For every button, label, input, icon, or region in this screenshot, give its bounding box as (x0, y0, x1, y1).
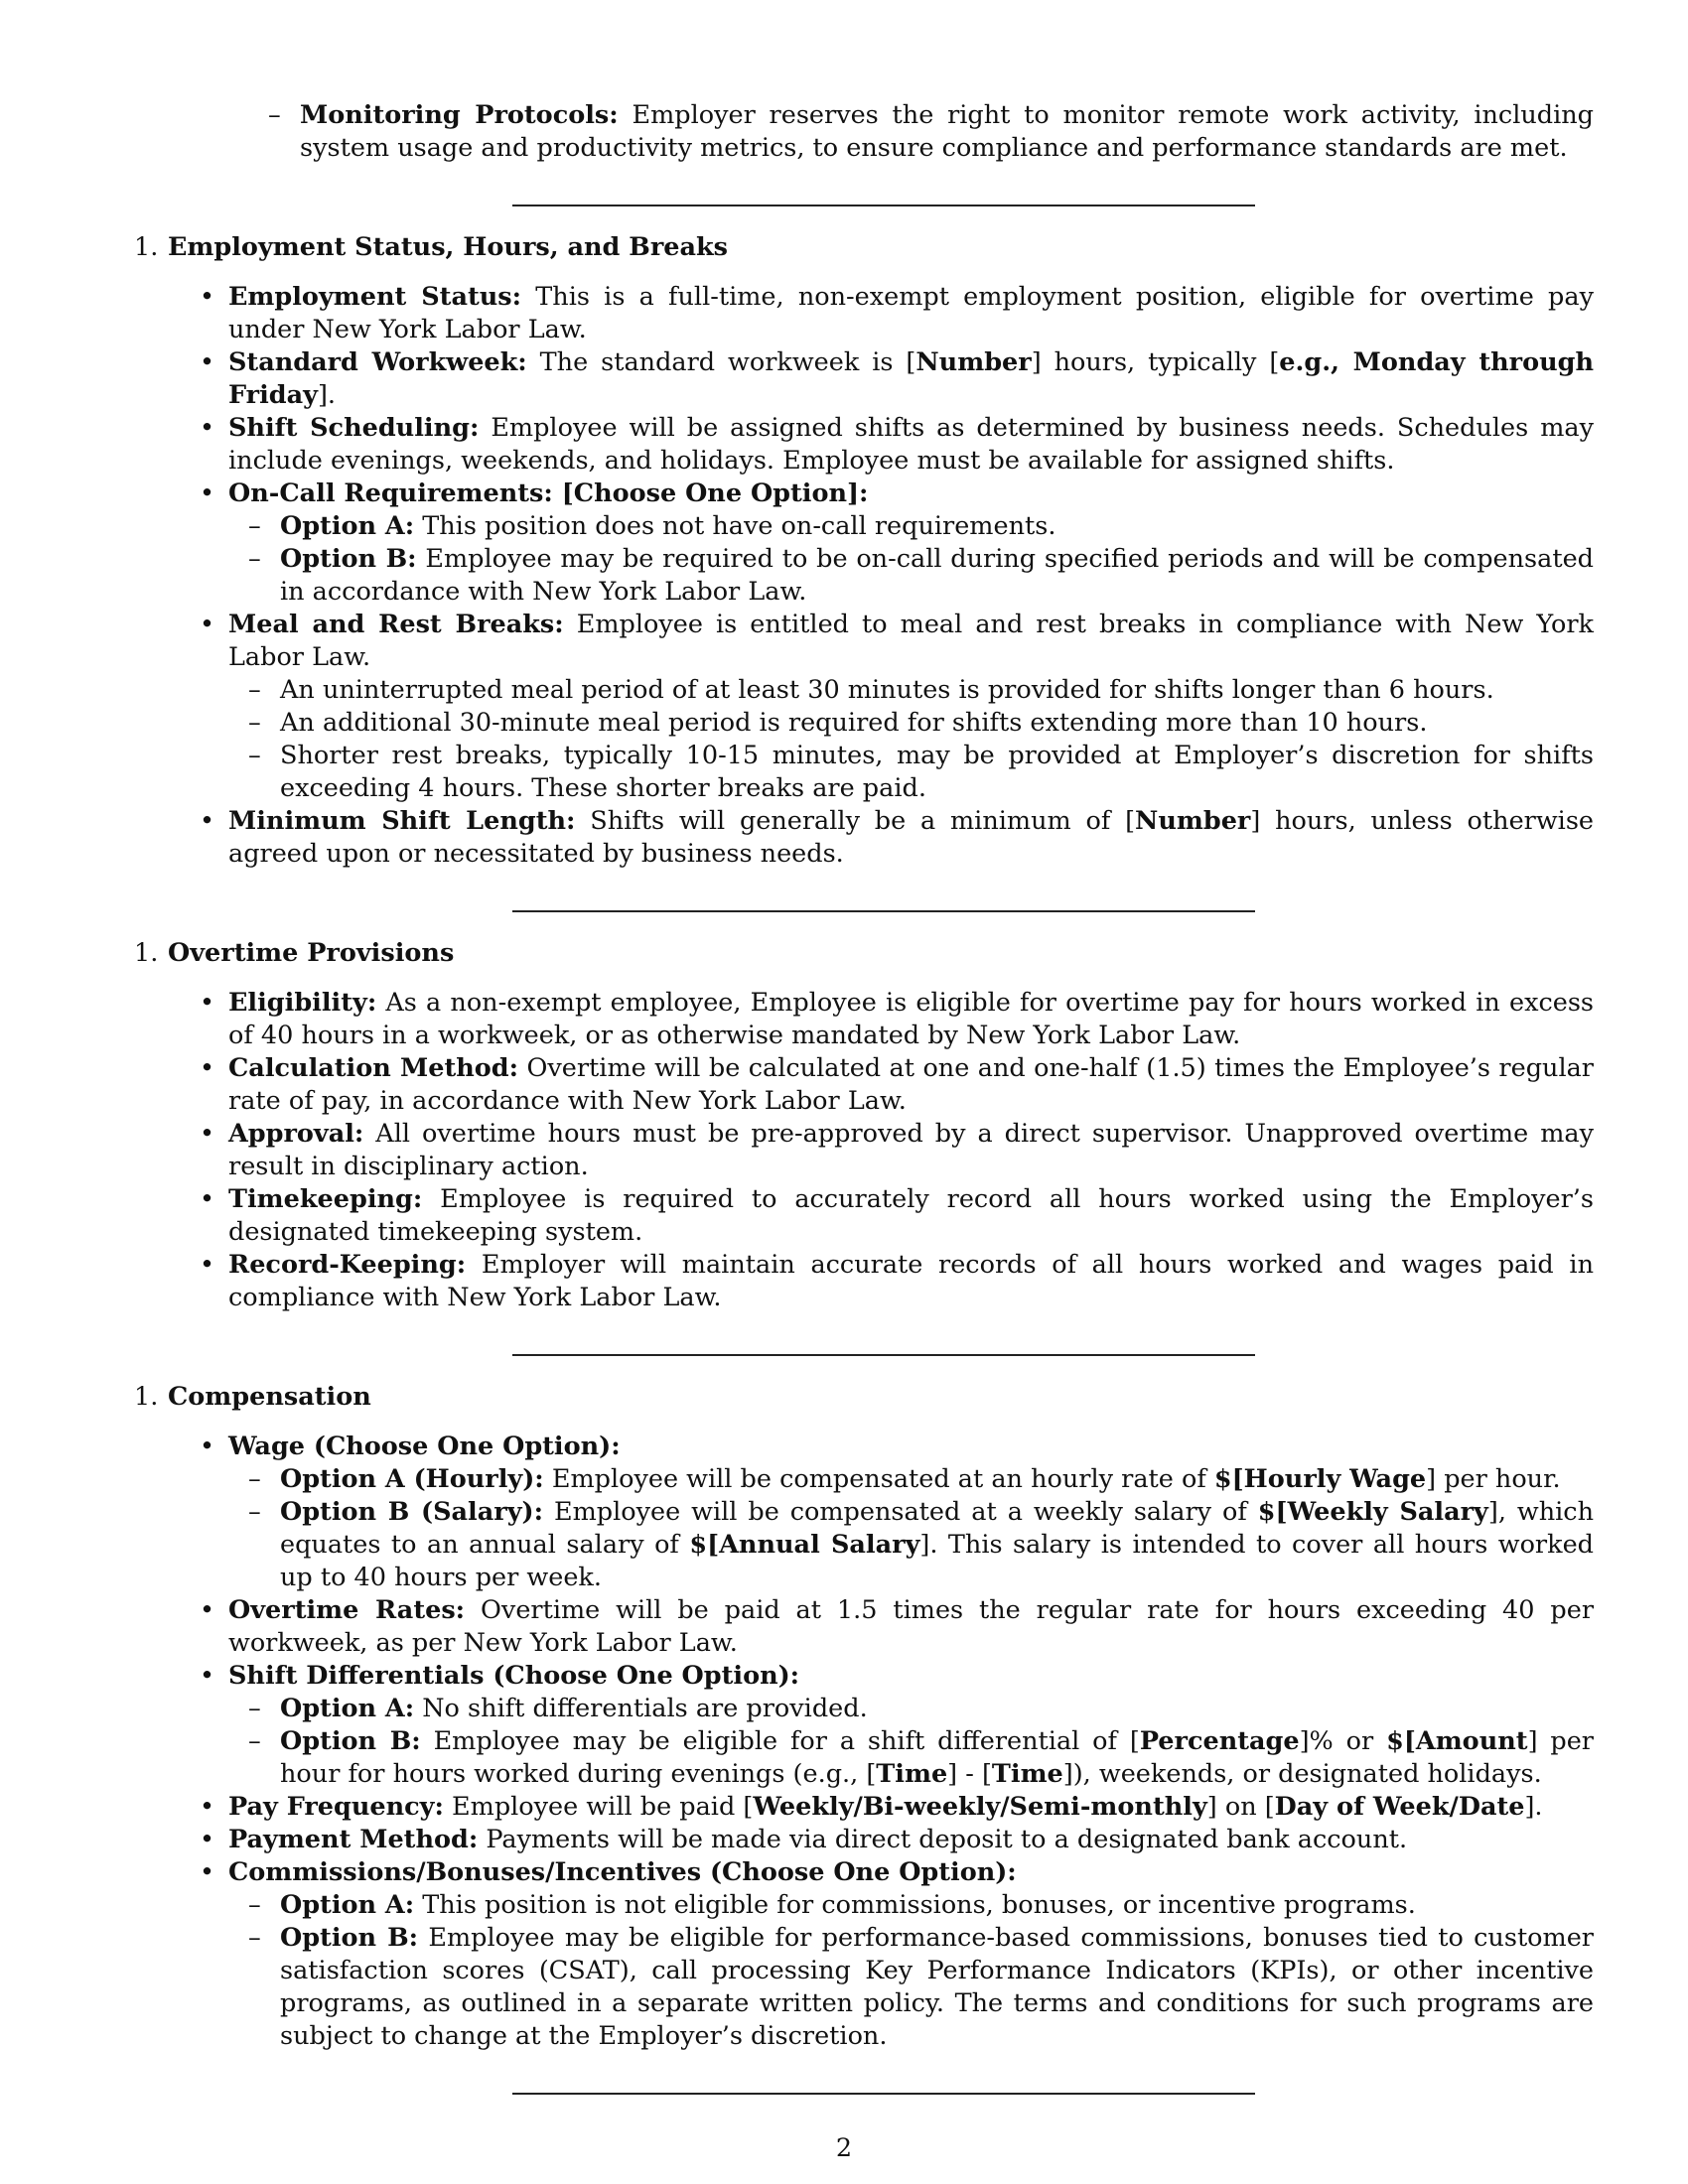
sub-item: – An uninterrupted meal period of at least 30 minutes is provided for shifts longer than 6 hours. (228, 674, 1594, 707)
monitoring-protocols-item (249, 99, 1594, 165)
item-text: ] hours, typically [ (1031, 347, 1280, 377)
item-text: Employee may be eligible for performance-based commissions, bonuses tied to customer satisfaction scores (CSAT), call processing Key Performance Indicators (KPIs), or other incentive programs, as outlined in a separate written policy. The terms and conditions for such programs are subject to change at the Employer’s discretion. (280, 1923, 1594, 2051)
compensation-list (134, 1431, 1594, 2053)
section-title: Employment Status, Hours, and Breaks (168, 232, 729, 262)
section-heading (134, 231, 1594, 264)
sub-item (228, 1889, 1594, 1922)
placeholder-field: $[Annual Salary (689, 1530, 920, 1560)
item-text: Employee is entitled to meal and rest breaks in compliance with New York Labor Law. (228, 610, 1594, 672)
section-number: 1. (134, 1382, 159, 1412)
item-label: Meal and Rest Breaks: (228, 610, 564, 639)
item-text: This position does not have on-call requirements. (414, 511, 1056, 541)
overtime-list (134, 987, 1594, 1314)
list-item (134, 1660, 1594, 1791)
list-item (134, 1824, 1594, 1856)
sub-list (228, 1693, 1594, 1791)
list-item (134, 281, 1594, 346)
sub-item: – Shorter rest breaks, typically 10-15 minutes, may be provided at Employer’s discretion for shifts exceeding 4 hours. These shorter breaks are paid. (228, 740, 1594, 805)
item-label: Employment Status: (228, 282, 522, 312)
item-label: Standard Workweek: (228, 347, 527, 377)
item-text: ]), weekends, or designated holidays. (1062, 1759, 1542, 1789)
item-text: Employee will be compensated at a weekly salary of (543, 1497, 1258, 1527)
option-label: Option B (Salary): (280, 1497, 544, 1527)
item-text: ]. (317, 380, 337, 410)
item-text: Employee will be assigned shifts as determined by business needs. Schedules may include evenings, weekends, and holidays. Employee must be available for assigned shifts. (228, 413, 1594, 476)
sub-item (228, 1693, 1594, 1725)
section-title: Overtime Provisions (168, 938, 455, 968)
item-text: ] per hour for hours worked during evenings (e.g., [ (280, 1726, 1594, 1789)
placeholder-field: $[Amount (1386, 1726, 1528, 1756)
item-text: All overtime hours must be pre-approved by a direct supervisor. Unapproved overtime may result in disciplinary action. (228, 1119, 1594, 1181)
placeholder-field: Time (876, 1759, 948, 1789)
item-label: Record-Keeping: (228, 1250, 467, 1280)
sub-item: – An additional 30-minute meal period is required for shifts extending more than 10 hours. (228, 707, 1594, 740)
placeholder-field: $[Hourly Wage (1213, 1464, 1427, 1494)
item-text: Employer will maintain accurate records of all hours worked and wages paid in compliance with New York Labor Law. (228, 1250, 1594, 1312)
monitoring-protocols-text: Employer reserves the right to monitor remote work activity, including system usage and productivity metrics, to ensure compliance and performance standards are met. (300, 100, 1594, 163)
sub-item (228, 1922, 1594, 2053)
item-text: Employee will be paid [ (443, 1792, 754, 1822)
page-content (134, 99, 1594, 2095)
item-text: The standard workweek is [ (526, 347, 916, 377)
item-label: Approval: (228, 1119, 364, 1149)
page-number: 2 (835, 2133, 853, 2163)
item-label: Overtime Rates: (228, 1595, 466, 1625)
sub-item (228, 543, 1594, 609)
list-item (134, 1594, 1594, 1660)
item-text: Employee is required to accurately record all hours worked using the Employer’s designated timekeeping system. (228, 1184, 1594, 1247)
option-label: Option A: (280, 511, 415, 541)
sub-item (228, 1463, 1594, 1496)
monitoring-protocols-label: Monitoring Protocols: (300, 100, 619, 130)
section-heading (134, 1381, 1594, 1414)
list-item (134, 1249, 1594, 1314)
sub-item (228, 1496, 1594, 1594)
item-text: Payments will be made via direct deposit to a designated bank account. (478, 1825, 1408, 1854)
item-label: Minimum Shift Length: (228, 806, 576, 836)
list-item (134, 1791, 1594, 1824)
list-item (134, 1052, 1594, 1118)
item-label: On-Call Requirements: [Choose One Option]: (228, 478, 869, 508)
item-text: Shifts will generally be a minimum of [ (575, 806, 1136, 836)
item-label: Payment Method: (228, 1825, 479, 1854)
item-label: Calculation Method: (228, 1053, 519, 1083)
divider (512, 205, 1255, 206)
item-text: ]. This salary is intended to cover all hours worked up to 40 hours per week. (280, 1530, 1594, 1592)
list-item (134, 412, 1594, 478)
item-label: Eligibility: (228, 988, 377, 1018)
item-text: ], which equates to an annual salary of (280, 1497, 1595, 1560)
sub-list (228, 674, 1594, 805)
option-label: Option B: (280, 544, 417, 574)
option-label: Option A: (280, 1694, 415, 1723)
item-text: This position is not eligible for commissions, bonuses, or incentive programs. (414, 1890, 1416, 1920)
item-text: Employee may be required to be on-call during specified periods and will be compensated in accordance with New York Labor Law. (280, 544, 1594, 607)
placeholder-field: e.g., Monday through Friday (228, 347, 1594, 410)
divider (512, 910, 1255, 912)
list-item (134, 987, 1594, 1052)
item-label: Shift Scheduling: (228, 413, 480, 443)
item-text: ] - [ (947, 1759, 992, 1789)
section-compensation (134, 1381, 1594, 2053)
section-employment (134, 231, 1594, 871)
item-label: Wage (Choose One Option): (228, 1432, 621, 1461)
list-item (134, 1431, 1594, 1594)
list-item (134, 805, 1594, 871)
item-text: Employee may be eligible for a shift differential of [ (420, 1726, 1140, 1756)
section-number: 1. (134, 938, 159, 968)
item-text: ]% or (1299, 1726, 1387, 1756)
placeholder-field: Time (991, 1759, 1063, 1789)
item-label: Pay Frequency: (228, 1792, 444, 1822)
list-item (134, 609, 1594, 805)
option-label: Option B: (280, 1923, 419, 1953)
sub-list (228, 1889, 1594, 2053)
section-number: 1. (134, 232, 159, 262)
sub-item (228, 1725, 1594, 1791)
divider (512, 1354, 1255, 1356)
item-label: Timekeeping: (228, 1184, 423, 1214)
item-text: Overtime will be calculated at one and one-half (1.5) times the Employee’s regular rate of pay, in accordance with New York Labor Law. (228, 1053, 1594, 1116)
list-item (134, 1183, 1594, 1249)
item-text: ] per hour. (1426, 1464, 1561, 1494)
sub-item (228, 510, 1594, 543)
option-label: Option A (Hourly): (280, 1464, 544, 1494)
list-item (134, 346, 1594, 412)
item-text: This is a full-time, non-exempt employment position, eligible for overtime pay under New York Labor Law. (228, 282, 1594, 344)
placeholder-field: Number (915, 347, 1032, 377)
item-text: As a non-exempt employee, Employee is eligible for overtime pay for hours worked in excess of 40 hours in a workweek, or as otherwise mandated by New York Labor Law. (228, 988, 1594, 1050)
placeholder-field: $[Weekly Salary (1257, 1497, 1488, 1527)
placeholder-field: Number (1135, 806, 1251, 836)
item-text: No shift differentials are provided. (414, 1694, 868, 1723)
item-text: Employee will be compensated at an hourly rate of (543, 1464, 1214, 1494)
placeholder-field: Day of Week/Date (1274, 1792, 1525, 1822)
item-label: Commissions/Bonuses/Incentives (Choose One Option): (228, 1857, 1017, 1887)
item-text: Overtime will be paid at 1.5 times the regular rate for hours exceeding 40 per workweek, as per New York Labor Law. (228, 1595, 1595, 1658)
section-heading (134, 937, 1594, 970)
item-label: Shift Differentials (Choose One Option): (228, 1661, 800, 1691)
placeholder-field: Percentage (1139, 1726, 1300, 1756)
list-item (134, 1118, 1594, 1183)
item-text: ]. (1524, 1792, 1543, 1822)
placeholder-field: Weekly/Bi-weekly/Semi-monthly (753, 1792, 1207, 1822)
list-item (134, 1856, 1594, 2053)
divider (512, 2093, 1255, 2095)
option-label: Option A: (280, 1890, 415, 1920)
sub-list (228, 510, 1594, 609)
list-item (134, 478, 1594, 609)
sub-list (228, 1463, 1594, 1594)
item-text: ] hours, unless otherwise agreed upon or necessitated by business needs. (228, 806, 1595, 869)
option-label: Option B: (280, 1726, 421, 1756)
employment-list (134, 281, 1594, 871)
section-overtime (134, 937, 1594, 1314)
item-text: ] on [ (1206, 1792, 1275, 1822)
section-title: Compensation (168, 1382, 371, 1412)
